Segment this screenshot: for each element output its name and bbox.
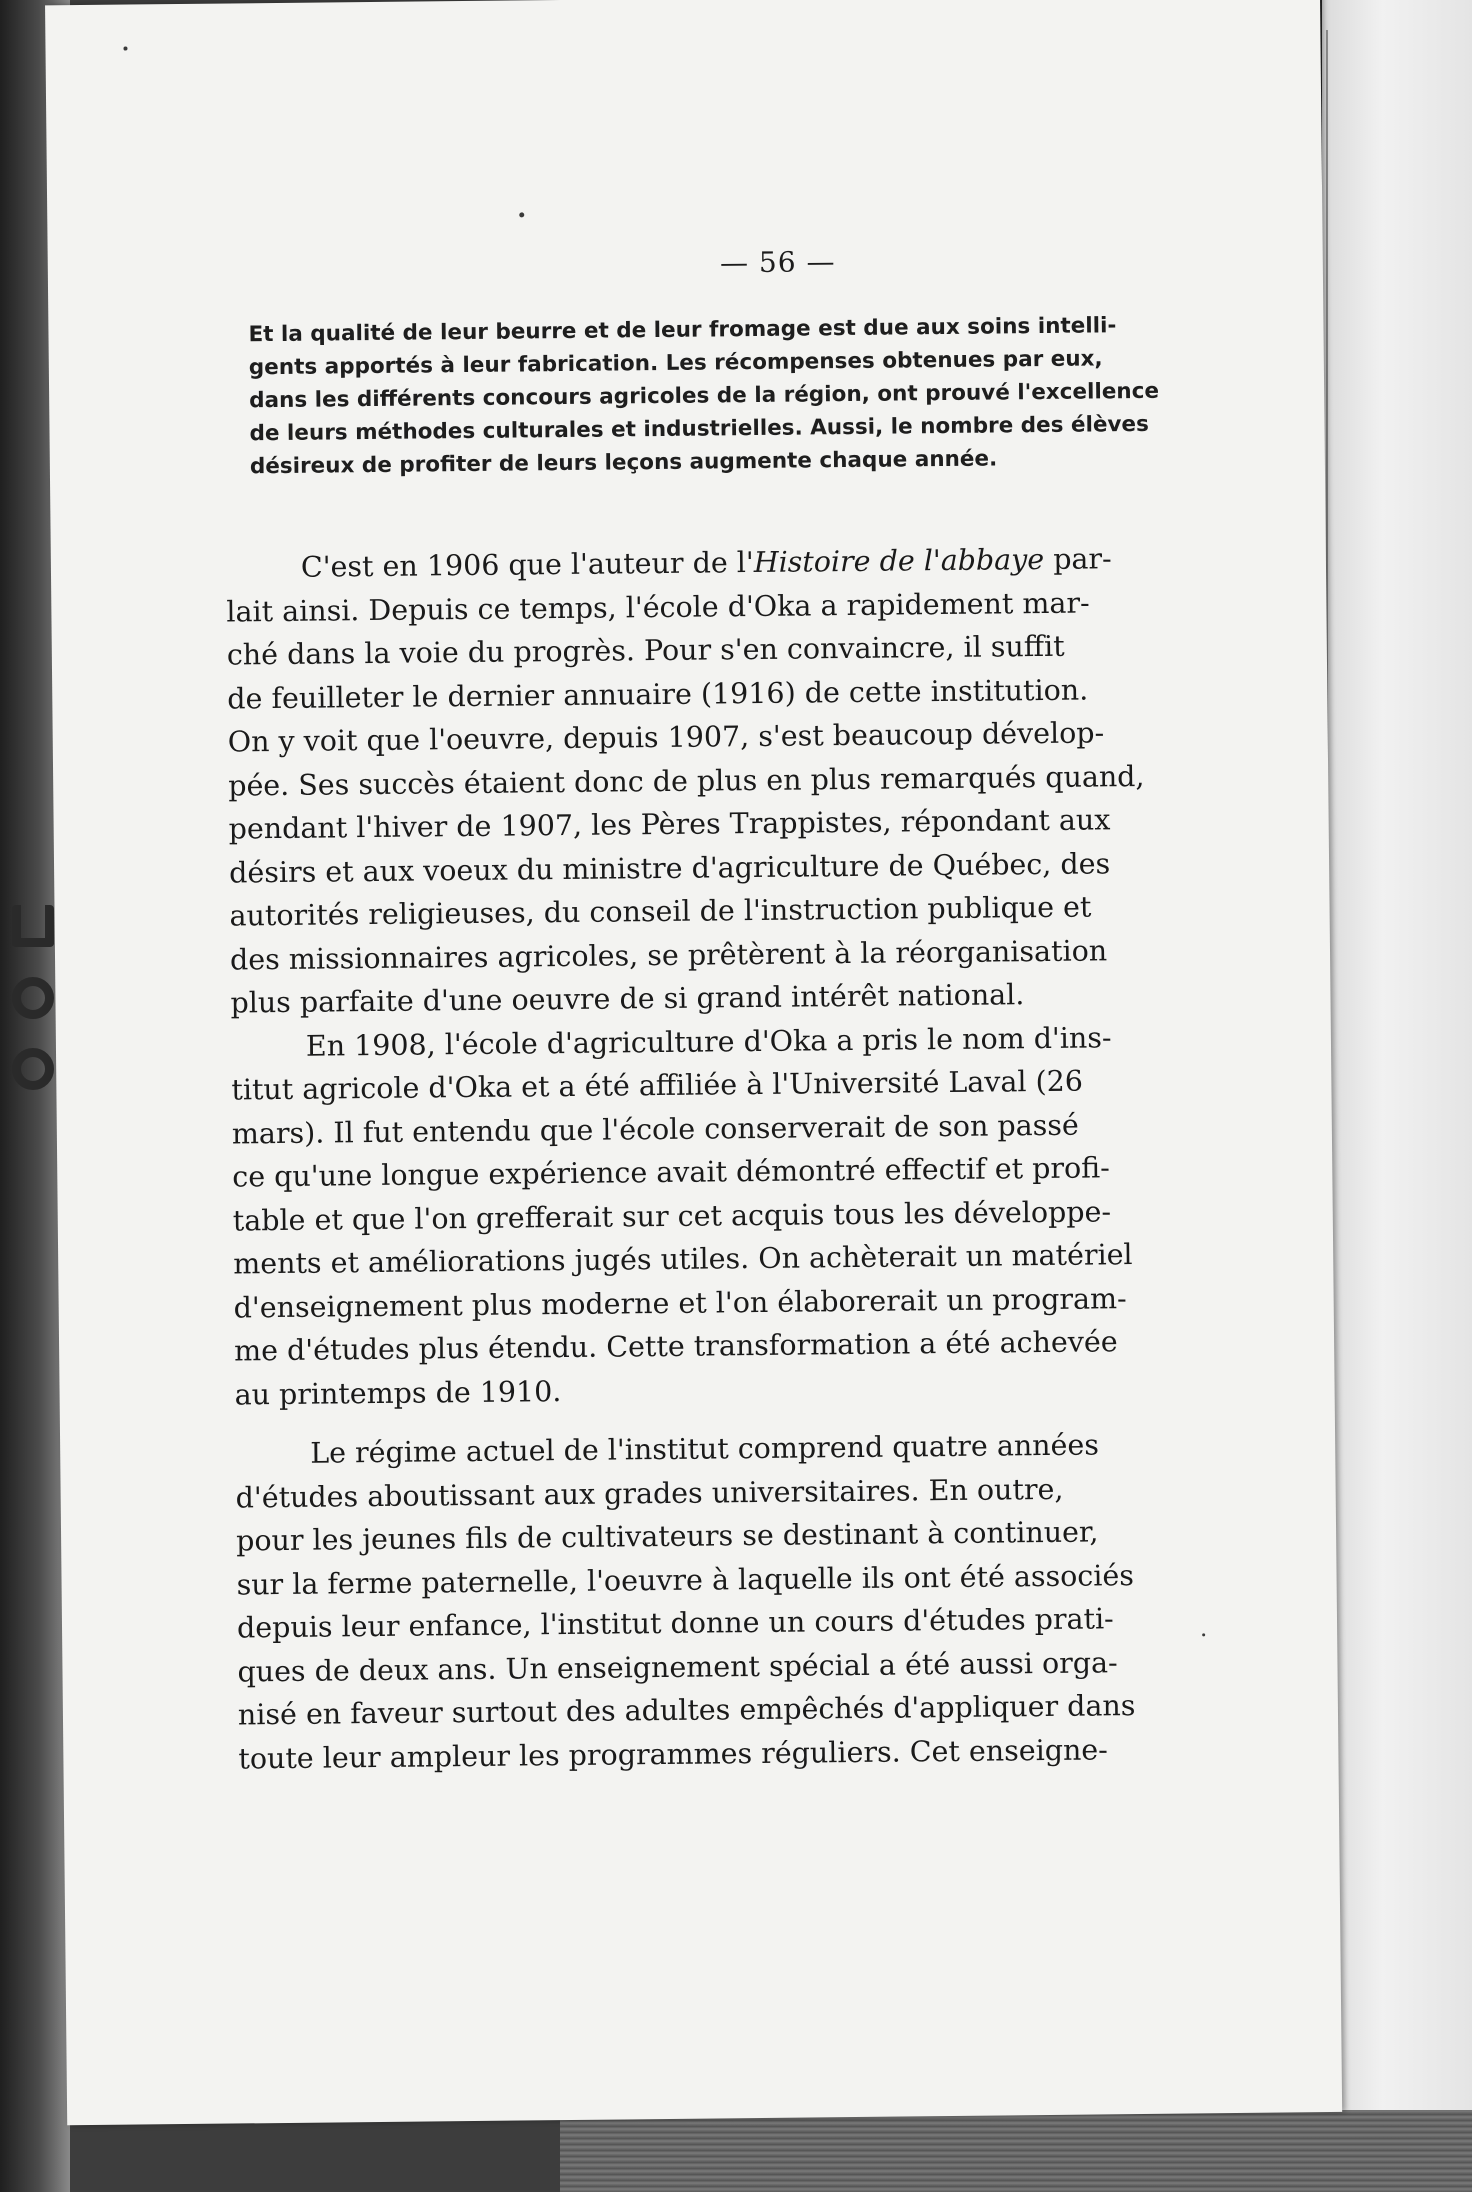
paragraph-2-line: d'enseignement plus moderne et l'on élaborerait un program- — [233, 1281, 1127, 1324]
paragraph-1-line: plus parfaite d'une oeuvre de si grand intérêt national. — [230, 978, 1025, 1020]
paragraph-1-line: des missionnaires agricoles, se prêtèrent à la réorganisation — [229, 933, 1108, 977]
paragraph-2-line: En 1908, l'école d'agriculture d'Oka a pris le nom d'ins- — [305, 1020, 1112, 1063]
paragraph-2-line: titut agricole d'Oka et a été affiliée à l'Université Laval (26 — [231, 1064, 1084, 1107]
paragraph-2-line: me d'études plus étendu. Cette transformation a été achevée — [233, 1325, 1118, 1368]
paragraph-2-line: ce qu'une longue expérience avait démontré effectif et profi- — [232, 1151, 1110, 1194]
scan-speck — [123, 47, 127, 51]
paragraph-3-line: toute leur ampleur les programmes réguliers. Cet enseigne- — [238, 1732, 1109, 1775]
paragraph-3-line: depuis leur enfance, l'institut donne un cours d'études prati- — [236, 1602, 1114, 1645]
paragraph-1-line: de feuilleter le dernier annuaire (1916) de cette institution. — [227, 673, 1089, 716]
paragraph-3-line: d'études aboutissant aux grades universitaires. En outre, — [235, 1472, 1064, 1514]
paragraph-2-line: mars). Il fut entendu que l'école conserverait de son passé — [231, 1108, 1079, 1150]
spine-glyph — [12, 1048, 54, 1090]
paragraph-1-line: désirs et aux voeux du ministre d'agriculture de Québec, des — [228, 846, 1111, 890]
italic-title: Histoire de l'abbaye — [753, 542, 1045, 580]
spine-glyph — [12, 977, 54, 1019]
paragraph-2-line: au printemps de 1910. — [234, 1374, 562, 1411]
spine-bleed-through — [8, 905, 58, 1090]
page-number: — 56 — — [719, 245, 836, 280]
facing-page-edge — [1320, 0, 1472, 2110]
spine-glyph — [12, 905, 54, 947]
quote-line: désireux de profiter de leurs leçons augmente chaque année. — [249, 446, 998, 480]
paragraph-3-line: ques de deux ans. Un enseignement spécial a été aussi orga- — [237, 1645, 1118, 1688]
paragraph-3-line: sur la ferme paternelle, l'oeuvre à laquelle ils ont été associés — [236, 1558, 1135, 1601]
body-text — [226, 536, 1274, 1781]
paragraph-3-line: nisé en faveur surtout des adultes empêchés d'appliquer dans — [237, 1689, 1136, 1732]
paragraph-3-line: Le régime actuel de l'institut comprend quatre années — [310, 1428, 1100, 1470]
paragraph-2-line: ments et améliorations jugés utiles. On achèterait un matériel — [233, 1238, 1133, 1281]
paragraph-1-line: lait ainsi. Depuis ce temps, l'école d'Oka a rapidement mar- — [226, 585, 1090, 629]
page-stack-edge-bottom — [560, 2110, 1472, 2192]
text-run: par- — [1043, 542, 1112, 576]
book-page — [45, 0, 1342, 2125]
quote-line: Et la qualité de leur beurre et de leur fromage est due aux soins intelli- — [248, 313, 1117, 348]
text-run: C'est en 1906 que l'auteur de l' — [300, 546, 754, 584]
paragraph-1-line: autorités religieuses, du conseil de l'instruction publique et — [229, 890, 1092, 933]
paragraph-1-line: pée. Ses succès étaient donc de plus en plus remarqués quand, — [228, 759, 1145, 803]
paragraph-3-line: pour les jeunes fils de cultivateurs se destinant à continuer, — [235, 1515, 1099, 1558]
quote-line: dans les différents concours agricoles de la région, ont prouvé l'excellence — [249, 378, 1160, 414]
quote-line: de leurs méthodes culturales et industrielles. Aussi, le nombre des élèves — [249, 411, 1150, 447]
paragraph-1-line: pendant l'hiver de 1907, les Pères Trappistes, répondant aux — [228, 803, 1111, 846]
paragraph-2-line: table et que l'on grefferait sur cet acquis tous les développe- — [232, 1194, 1112, 1237]
paragraph-1-line: ché dans la voie du progrès. Pour s'en convaincre, il suffit — [226, 629, 1065, 672]
paragraph-1-line: On y voit que l'oeuvre, depuis 1907, s'est beaucoup dévelop- — [227, 716, 1105, 759]
quote-line: gents apportés à leur fabrication. Les récompenses obtenues par eux, — [248, 346, 1103, 381]
quoted-passage — [248, 308, 1250, 483]
scan-speck — [519, 212, 524, 217]
